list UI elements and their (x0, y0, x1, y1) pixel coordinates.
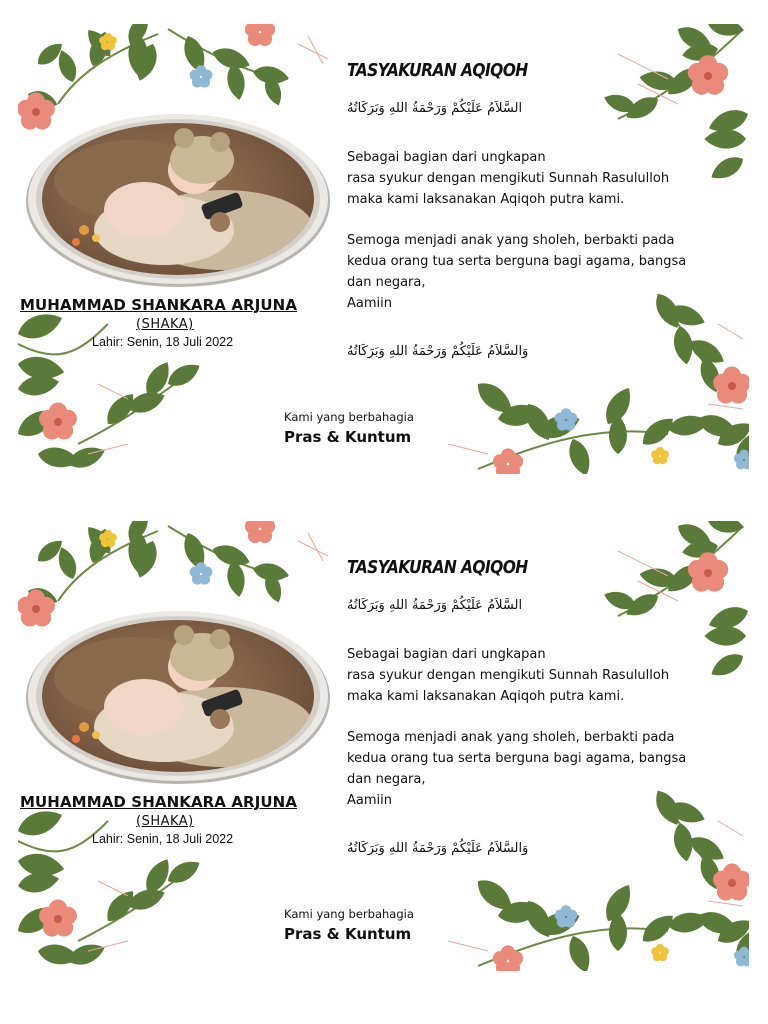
body-line: rasa syukur dengan mengikuti Sunnah Rasululloh (347, 171, 670, 186)
body-line: Semoga menjadi anak yang sholeh, berbakti pada (347, 233, 675, 248)
body-line: Semoga menjadi anak yang sholeh, berbakti pada (347, 730, 675, 745)
body-line: Sebagai bagian dari ungkapan (347, 647, 546, 662)
invitation-card (18, 24, 749, 474)
body-line: Aamiin (347, 296, 392, 311)
body-line: dan negara, (347, 275, 426, 290)
body-line: dan negara, (347, 772, 426, 787)
child-nickname: (SHAKA) (136, 317, 194, 332)
body-line: rasa syukur dengan mengikuti Sunnah Rasululloh (347, 668, 670, 683)
child-name: MUHAMMAD SHANKARA ARJUNA (20, 793, 298, 811)
sender-label: Kami yang berbahagia (284, 410, 414, 424)
birth-date: Lahir: Senin, 18 Juli 2022 (92, 335, 234, 349)
invitation-body (347, 644, 737, 811)
body-line: maka kami laksanakan Aqiqoh putra kami. (347, 192, 625, 207)
body-line: kedua orang tua serta berguna bagi agama, bangsa (347, 254, 687, 269)
child-nickname: (SHAKA) (136, 814, 194, 829)
birth-date: Lahir: Senin, 18 Juli 2022 (92, 832, 234, 846)
invitation-card (18, 521, 749, 971)
body-line: Aamiin (347, 793, 392, 808)
greeting-open: السَّلاَمُ عَلَيْكُمْ وَرَحْمَةُ اللهِ وَبَرَكَاتُهُ (347, 101, 523, 116)
body-line: Sebagai bagian dari ungkapan (347, 150, 546, 165)
greeting-close: وَالسَّلاَمُ عَلَيْكُمْ وَرَحْمَةُ اللهِ وَبَرَكَاتُهُ (347, 841, 529, 856)
greeting-open: السَّلاَمُ عَلَيْكُمْ وَرَحْمَةُ اللهِ وَبَرَكَاتُهُ (347, 598, 523, 613)
baby-photo (24, 110, 332, 288)
sender-names: Pras & Kuntum (284, 925, 412, 943)
body-line: maka kami laksanakan Aqiqoh putra kami. (347, 689, 625, 704)
greeting-close: وَالسَّلاَمُ عَلَيْكُمْ وَرَحْمَةُ اللهِ وَبَرَكَاتُهُ (347, 344, 529, 359)
invitation-title: TASYAKURAN AQIQOH (347, 557, 528, 578)
invitation-title: TASYAKURAN AQIQOH (347, 60, 528, 81)
invitation-body (347, 147, 737, 314)
sender-names: Pras & Kuntum (284, 428, 412, 446)
child-name: MUHAMMAD SHANKARA ARJUNA (20, 296, 298, 314)
body-line: kedua orang tua serta berguna bagi agama, bangsa (347, 751, 687, 766)
sender-label: Kami yang berbahagia (284, 907, 414, 921)
baby-photo (24, 607, 332, 785)
